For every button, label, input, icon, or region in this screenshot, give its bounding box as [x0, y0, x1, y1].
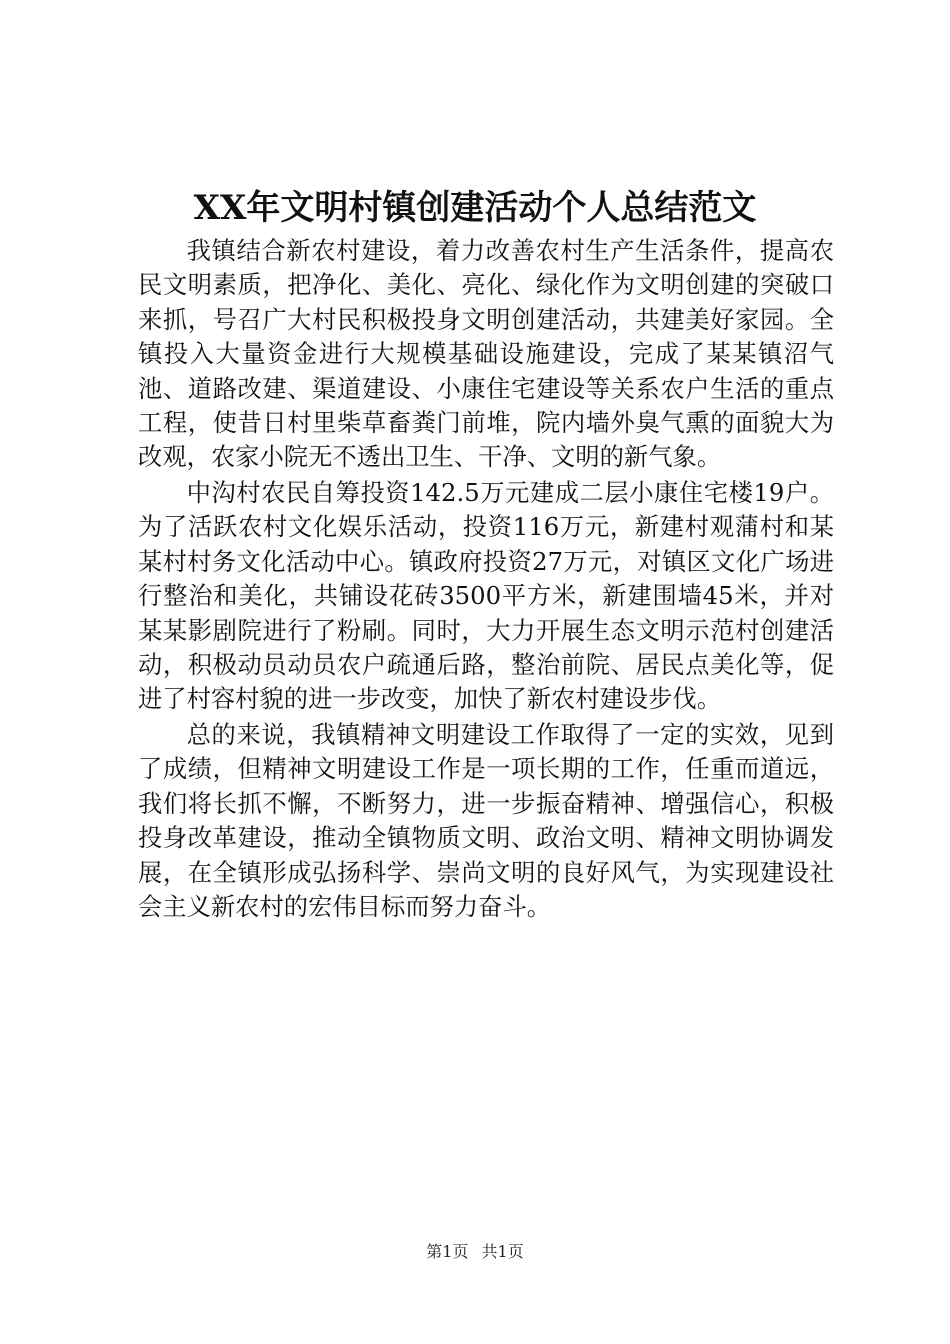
page-footer [0, 1240, 950, 1264]
page-number-total: 共1页 [481, 1242, 524, 1261]
paragraph-2: 中沟村农民自筹投资142.5万元建成二层小康住宅楼19户。为了活跃农村文化娱乐活动，投资116万元，新建村观蒲村和某某村村务文化活动中心。镇政府投资27万元，对镇区文化广场进行整治和美化，共铺设花砖3500平方米，新建围墙45米，并对某某影剧院进行了粉刷。同时，大力开展生态文明示范村创建活动，积极动员动员农户疏通后路，整治前院、居民点美化等，促进了村容村貌的进一步改变，加快了新农村建设步伐。 [138, 478, 834, 714]
paragraph-3: 总的来说，我镇精神文明建设工作取得了一定的实效，见到了成绩，但精神文明建设工作是一项长期的工作，任重而道远，我们将长抓不懈，不断努力，进一步振奋精神、增强信心，积极投身改革建设，推动全镇物质文明、政治文明、精神文明协调发展，在全镇形成弘扬科学、崇尚文明的良好风气，为实现建设社会主义新农村的宏伟目标而努力奋斗。 [138, 720, 834, 922]
page-number-current: 第1页 [426, 1242, 469, 1261]
paragraph-1: 我镇结合新农村建设，着力改善农村生产生活条件，提高农民文明素质，把净化、美化、亮化、绿化作为文明创建的突破口来抓，号召广大村民积极投身文明创建活动，共建美好家园。全镇投入大量资金进行大规模基础设施建设，完成了某某镇沼气池、道路改建、渠道建设、小康住宅建设等关系农户生活的重点工程，使昔日村里柴草畜粪门前堆，院内墙外臭气熏的面貌大为改观，农家小院无不透出卫生、干净、文明的新气象。 [138, 236, 834, 472]
document-title: XX年文明村镇创建活动个人总结范文 [193, 188, 757, 228]
